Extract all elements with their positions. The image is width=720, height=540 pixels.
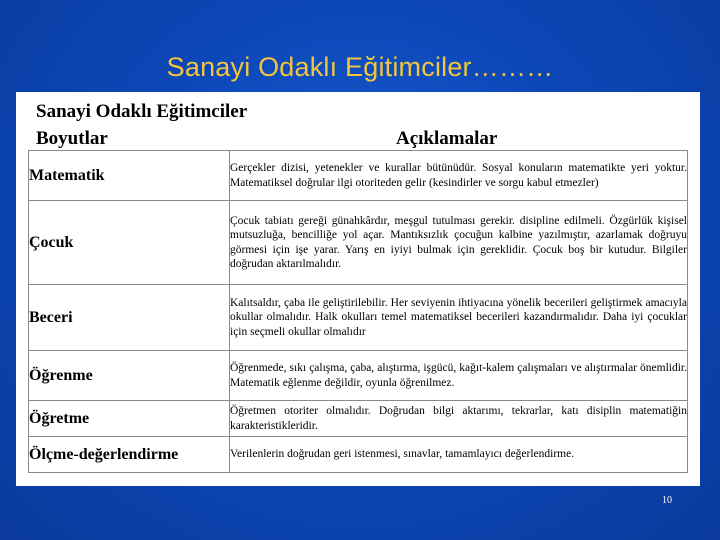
dimension-cell: Ölçme-değerlendirme bbox=[29, 437, 230, 473]
page-number: 10 bbox=[662, 495, 672, 506]
table-row bbox=[29, 437, 688, 473]
dimension-cell: Öğretme bbox=[29, 401, 230, 437]
dimension-cell: Matematik bbox=[29, 151, 230, 201]
dimensions-table bbox=[28, 150, 688, 473]
description-cell: Öğretmen otoriter olmalıdır. Doğrudan bilgi aktarımı, tekrarlar, katı disiplin matematiğin karakteristikleridir. bbox=[230, 401, 688, 437]
table-row bbox=[29, 201, 688, 285]
description-cell: Çocuk tabiatı gereği günahkârdır, meşgul tutulması gerekir. disipline edilmeli. Özgürlük kişisel mutsuzluğa, bencilliğe yol açar. Mantıksızlık çocuğun kalbine yazılmıştır, azarlamak doğruyu görmesi için işe yarar. Yarış en iyiyi bulmak için gereklidir. Çocuk boş bir kutudur. Bilgiler doğrudan aktarılmalıdır. bbox=[230, 201, 688, 285]
table-row bbox=[29, 151, 688, 201]
column-header-descriptions: Açıklamalar bbox=[396, 128, 498, 149]
table-row bbox=[29, 401, 688, 437]
description-cell: Öğrenmede, sıkı çalışma, çaba, alıştırma, işgücü, kağıt-kalem çalışmaları ve alıştırmalar önemlidir. Matematik eğlenme değildir, oyunla öğrenilmez. bbox=[230, 351, 688, 401]
description-cell: Verilenlerin doğrudan geri istenmesi, sınavlar, tamamlayıcı değerlendirme. bbox=[230, 437, 688, 473]
dimension-cell: Beceri bbox=[29, 285, 230, 351]
document-title: Sanayi Odaklı Eğitimciler bbox=[36, 101, 248, 122]
dimension-cell: Öğrenme bbox=[29, 351, 230, 401]
document-image bbox=[16, 92, 700, 486]
table-row bbox=[29, 285, 688, 351]
dimension-cell: Çocuk bbox=[29, 201, 230, 285]
column-header-dimensions: Boyutlar bbox=[36, 128, 108, 149]
description-cell: Gerçekler dizisi, yetenekler ve kurallar bütünüdür. Sosyal konuların matematikte yeri yoktur. Matematiksel doğrular ilgi otoriteden gelir (kesindirler ve sorgu kabul etmezler) bbox=[230, 151, 688, 201]
table-row bbox=[29, 351, 688, 401]
description-cell: Kalıtsaldır, çaba ile geliştirilebilir. Her seviyenin ihtiyacına yönelik becerileri geliştirmek amacıyla okullar olmalıdır. Halk okulları temel matematiksel becerileri kazandırmalıdır. Daha iyi çocuklar için seçmeli okullar olmalıdır bbox=[230, 285, 688, 351]
slide-title: Sanayi Odaklı Eğitimciler……… bbox=[166, 52, 554, 82]
